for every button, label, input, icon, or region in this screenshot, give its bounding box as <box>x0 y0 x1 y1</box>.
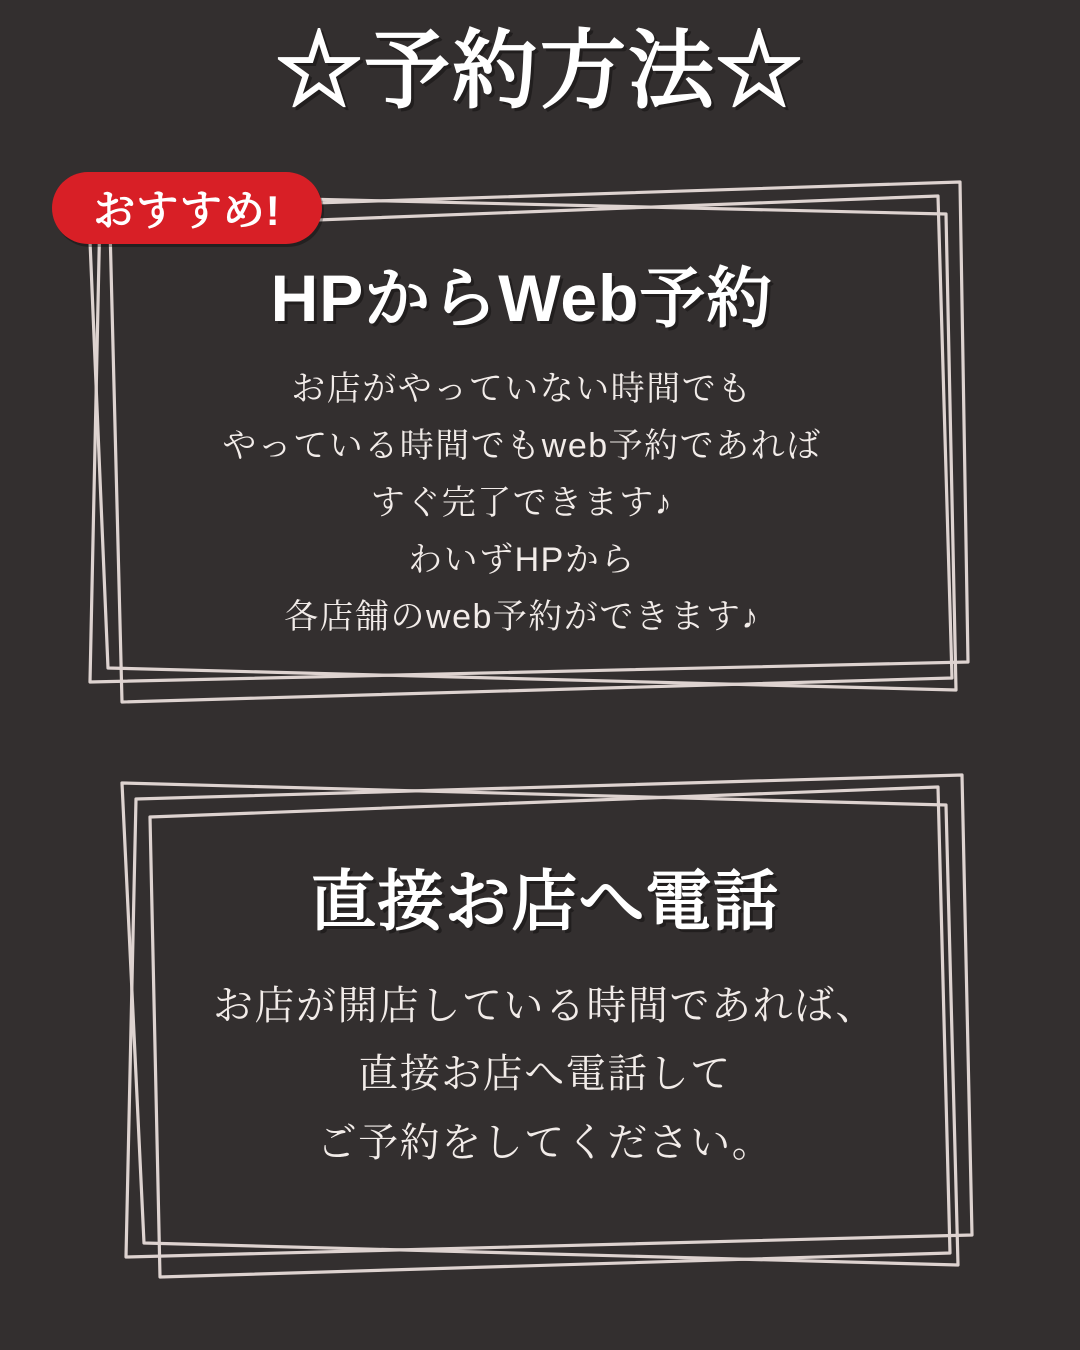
card-phone-reservation <box>110 765 980 1280</box>
card-phone-heading: 直接お店へ電話 <box>310 864 780 938</box>
card-web-body-line: わいずHPから <box>408 540 636 579</box>
page-title: ☆予約方法☆ <box>276 23 804 119</box>
card-phone-body-line: 直接お店へ電話して <box>358 1052 732 1097</box>
card-web-body-line: お店がやっていない時間でも <box>291 369 753 408</box>
card-web-reservation <box>72 170 972 715</box>
card-web-body <box>72 361 972 647</box>
card-phone-body <box>110 972 980 1178</box>
card-phone-body-line: ご予約をしてください。 <box>316 1121 774 1166</box>
card-web-body-line: やっている時間でもweb予約であれば <box>222 426 822 465</box>
card-web-heading: HPからWeb予約 <box>270 261 774 335</box>
card-phone-body-line: お店が開店している時間であれば、 <box>213 983 877 1028</box>
card-web-body-line: すぐ完了できます♪ <box>370 483 674 522</box>
recommend-badge <box>52 172 322 244</box>
card-phone-content <box>110 765 980 1178</box>
card-web-body-line: 各店舗のweb予約ができます♪ <box>284 598 760 637</box>
recommend-badge-label: おすすめ! <box>93 187 281 234</box>
